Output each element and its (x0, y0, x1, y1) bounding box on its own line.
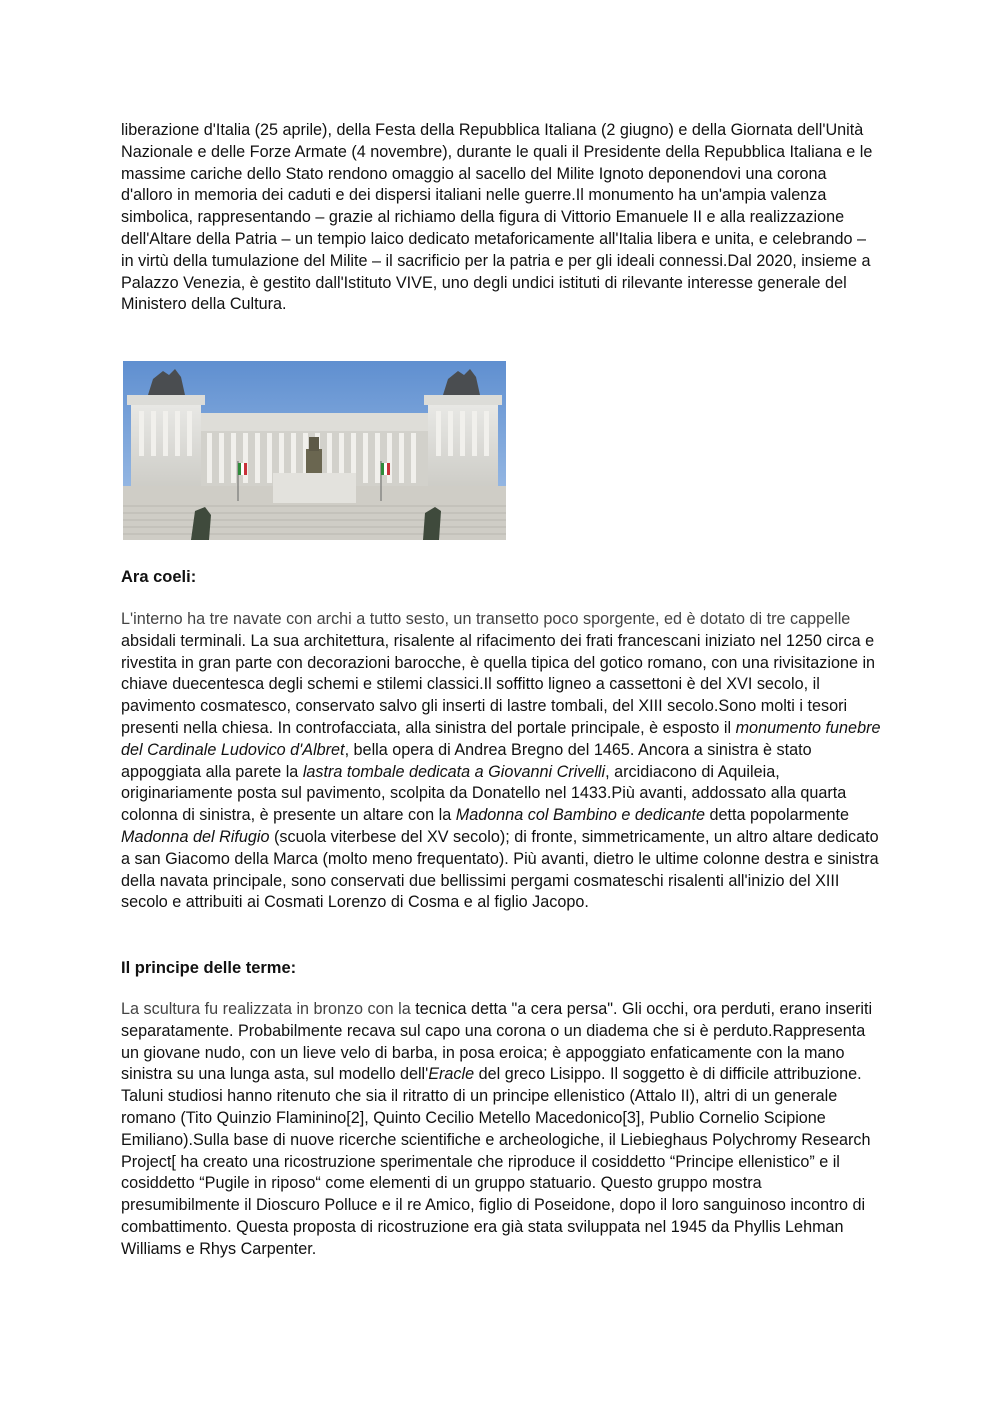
italic-title: Eracle (428, 1065, 475, 1084)
italic-title: Madonna del Rifugio (121, 827, 270, 846)
text-span: tecnica detta "a cera persa". Gli occhi, ora perduti, erano inseriti separatamente. Probabilmente recava sul capo una corona o un diadema che si è perduto.Rappresenta un giovane nudo, con un lieve velo di barba, in posa eroica; è appoggiato enfaticamente con la mano sinistra su una lunga asta, sul modello dell' (121, 1000, 873, 1084)
text-span: , arcidiacono di Aquileia, originariamente posta sul pavimento, scolpita da Donatello nel 1433.Più avanti, addossato alla quarta colonna di sinistra, è presente un altare con la (121, 762, 847, 825)
intro-paragraph: liberazione d'Italia (25 aprile), della Festa della Repubblica Italiana (2 giugno) e della Giornata dell'Unità Nazionale e delle Forze Armate (4 novembre), durante le quali il Presidente della Repubblica Italiana e le massime cariche dello Stato rendono omaggio al sacello del Milite Ignoto deponendovi una corona d'alloro in memoria dei caduti e dei dispersi italiani nelle guerre.Il monumento ha un'ampia valenza simbolica, rappresentando – grazie al richiamo della figura di Vittorio Emanuele II e alla realizzazione dell'Altare della Patria – un tempio laico dedicato metaforicamente all'Italia libera e unita, e celebrando – in virtù della tumulazione del Milite – il sacrificio per la patria e per gli ideali connessi.Dal 2020, insieme a Palazzo Venezia, è gestito dall'Istituto VIVE, uno degli undici istituti di rilevante interesse generale del Ministero della Cultura. (121, 121, 873, 314)
ara-coeli-paragraph (121, 609, 881, 914)
section-heading-ara-coeli: Ara coeli: (121, 568, 197, 586)
principe-paragraph (121, 999, 881, 1261)
text-span: L'interno ha tre navate con archi a tutto sesto, un transetto poco sporgente, ed è dotato di tre cappelle (121, 610, 851, 628)
italic-title: monumento funebre del Cardinale Ludovico d'Albret (121, 718, 881, 759)
text-span: detta popolarmente (705, 806, 850, 825)
text-span: La scultura fu realizzata in bronzo con la (121, 1000, 411, 1018)
text-span: absidali terminali. La sua architettura, risalente al rifacimento dei frati francescani iniziato nel 1250 circa e rivestita in gran parte con decorazioni barocche, è quella tipica del gotico romano, con una rivisitazione in chiave duecentesca degli schemi e stilemi classici.Il soffitto ligneo a cassettoni è del XVI secolo, il pavimento cosmatesco, conservato salvo gli inserti di lastre tombali, del XIII secolo.Sono molti i tesori presenti nella chiesa. In controfacciata, alla sinistra del portale principale, è esposto il (121, 631, 876, 737)
vittoriano-photo (123, 361, 506, 540)
italic-title: lastra tombale dedicata a Giovanni Crivelli (302, 762, 606, 781)
text-span: del greco Lisippo. Il soggetto è di difficile attribuzione. Taluni studiosi hanno ritenuto che sia il ritratto di un principe ellenistico (Attalo II), altri di un generale romano (Tito Quinzio Flaminino[2], Quinto Cecilio Metello Macedonico[3], Publio Cornelio Scipione Emiliano).Sulla base di nuove ricerche scientifiche e archeologiche, il Liebieghaus Polychromy Research Project[ ha creato una ricostruzione sperimentale che riproduce il cosiddetto “Principe ellenistico” e il cosiddetto “Pugile in riposo“ come elementi di un gruppo statuario. Questo gruppo mostra presumibilmente il Dioscuro Polluce e il re Amico, figlio di Poseidone, dopo il loro sanguinoso incontro di combattimento. Questa proposta di ricostruzione era già stata sviluppata nel 1945 da Phyllis Lehman Williams e Rhys Carpenter. (121, 1065, 871, 1258)
italic-title: Madonna col Bambino e dedicante (455, 806, 706, 825)
text-span: (scuola viterbese del XV secolo); di fronte, simmetricamente, un altro altare dedicato a san Giacomo della Marca (molto meno frequentato). Più avanti, dietro le ultime colonne destra e sinistra della navata principale, sono conservati due bellissimi pergami cosmateschi risalenti all'inizio del XIII secolo e attribuiti ai Cosmati Lorenzo di Cosma e al figlio Jacopo. (121, 827, 879, 912)
section-heading-principe: Il principe delle terme: (121, 959, 297, 977)
text-span: , bella opera di Andrea Bregno del 1465. Ancora a sinistra è stato appoggiata alla parete la (121, 740, 812, 781)
